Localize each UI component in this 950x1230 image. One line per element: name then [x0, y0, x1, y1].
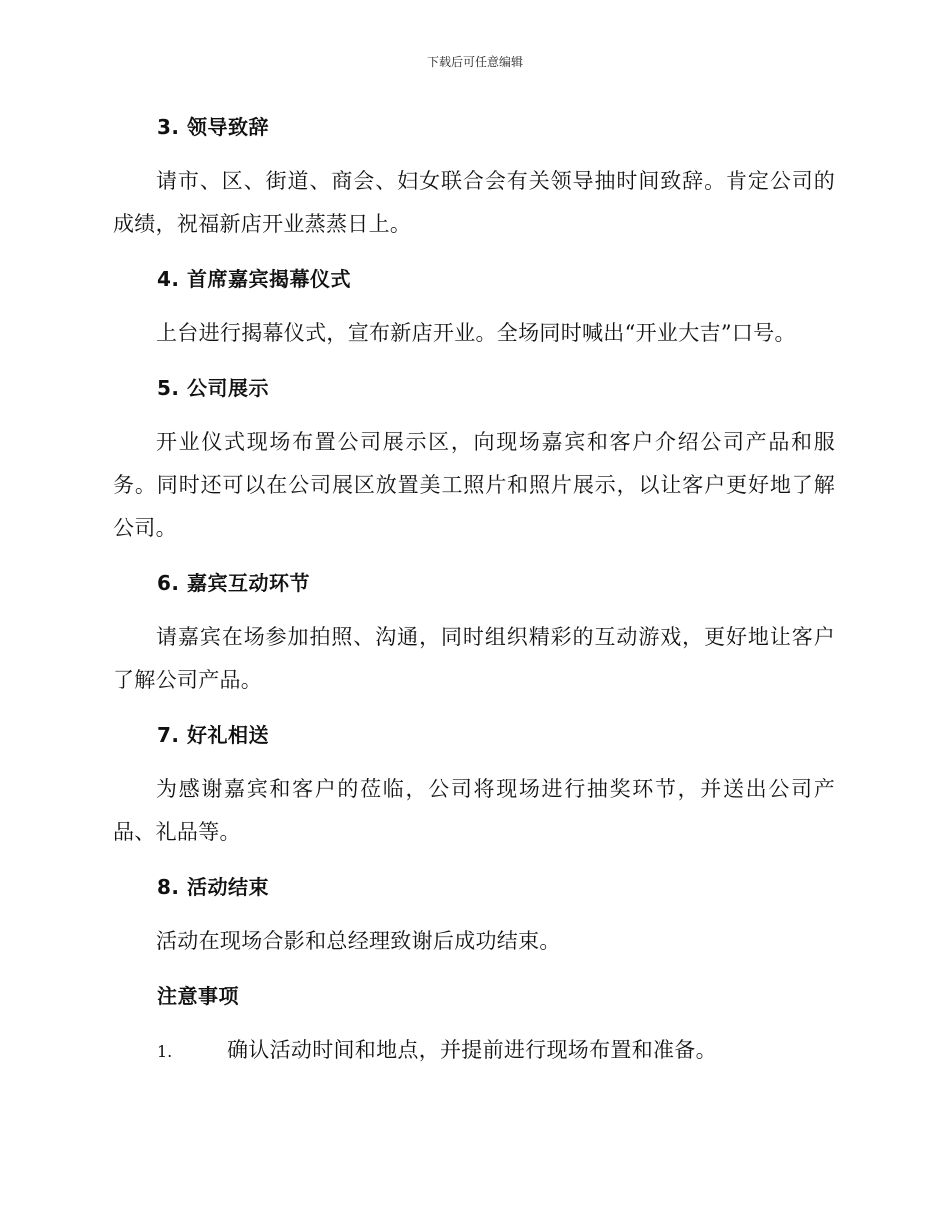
section-heading: 4. 首席嘉宾揭幕仪式 — [157, 267, 351, 291]
notes-heading: 注意事项 — [157, 984, 239, 1008]
section-heading: 5. 公司展示 — [157, 376, 269, 400]
list-item-text: 确认活动时间和地点，并提前进行现场布置和准备。 — [227, 1038, 717, 1062]
section-paragraph: 活动在现场合影和总经理致谢后成功结束。 — [156, 929, 561, 953]
section-gifts — [113, 720, 835, 854]
section-unveiling-ceremony — [113, 264, 835, 355]
section-paragraph: 请市、区、街道、商会、妇女联合会有关领导抽时间致辞。肯定公司的成绩，祝福新店开业蒸蒸日上。 — [113, 169, 835, 236]
section-notes — [113, 981, 835, 1073]
section-guest-interaction — [113, 568, 835, 702]
section-paragraph: 开业仪式现场布置公司展示区，向现场嘉宾和客户介绍公司产品和服务。同时还可以在公司展区放置美工照片和照片展示，以让客户更好地了解公司。 — [113, 430, 835, 540]
section-heading: 3. 领导致辞 — [157, 115, 269, 139]
section-paragraph: 上台进行揭幕仪式，宣布新店开业。全场同时喊出“开业大吉”口号。 — [156, 321, 796, 345]
section-heading: 7. 好礼相送 — [157, 723, 269, 747]
section-paragraph: 为感谢嘉宾和客户的莅临，公司将现场进行抽奖环节，并送出公司产品、礼品等。 — [113, 777, 835, 844]
section-heading: 6. 嘉宾互动环节 — [157, 571, 310, 595]
section-leader-speech — [113, 112, 835, 246]
page-header: 下载后可任意编辑 — [426, 55, 523, 69]
section-company-showcase — [113, 373, 835, 550]
list-item — [157, 1029, 835, 1073]
section-event-end — [113, 872, 835, 963]
section-paragraph: 请嘉宾在场参加拍照、沟通，同时组织精彩的互动游戏，更好地让客户了解公司产品。 — [113, 625, 835, 692]
section-heading: 8. 活动结束 — [157, 875, 269, 899]
list-item-number: 1. — [157, 1042, 173, 1061]
document-body — [113, 112, 835, 1073]
